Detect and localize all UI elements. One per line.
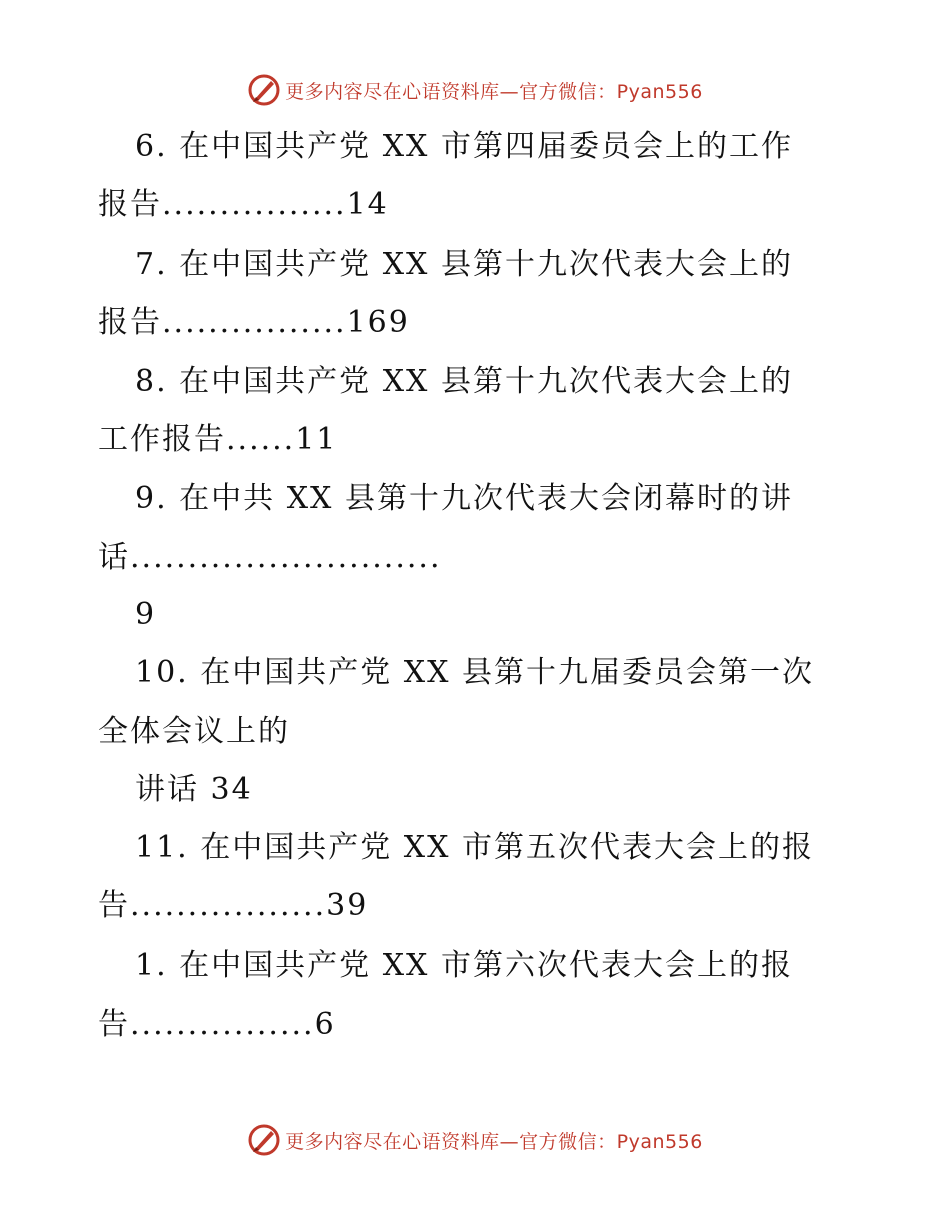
toc-entry-9-line2: 话...........................	[98, 540, 442, 575]
banner-text: 更多内容尽在心语资料库—官方微信：Pyan556	[285, 80, 703, 103]
toc-entry-9-line1: 9. 在中共 XX 县第十九次代表大会闭幕时的讲	[135, 481, 793, 516]
banner-text: 更多内容尽在心语资料库—官方微信：Pyan556	[285, 1130, 703, 1153]
toc-entry-10-line3: 讲话 34	[135, 772, 253, 807]
toc-entry-1-line2: 告................6	[98, 1007, 336, 1042]
toc-entry-11-line1: 11. 在中国共产党 XX 市第五次代表大会上的报	[135, 830, 815, 865]
toc-entry-7-line2: 报告................169	[98, 305, 410, 340]
toc-entry-6-line2: 报告................14	[98, 187, 389, 222]
toc-entry-6-line1: 6. 在中国共产党 XX 市第四届委员会上的工作	[135, 129, 793, 164]
toc-entry-9-line3: 9	[135, 597, 157, 632]
toc-entry-10-line1: 10. 在中国共产党 XX 县第十九届委员会第一次	[135, 655, 815, 690]
toc-entry-8-line1: 8. 在中国共产党 XX 县第十九次代表大会上的	[135, 364, 793, 399]
footer-banner	[0, 1120, 950, 1160]
toc-entry-11-line2: 告.................39	[98, 888, 369, 923]
quill-pen-logo-icon	[247, 73, 281, 107]
toc-entry-10-line2: 全体会议上的	[98, 714, 290, 749]
toc-entry-7-line1: 7. 在中国共产党 XX 县第十九次代表大会上的	[135, 247, 793, 282]
toc-entry-1-line1: 1. 在中国共产党 XX 市第六次代表大会上的报	[135, 948, 793, 983]
toc-entry-8-line2: 工作报告......11	[98, 422, 338, 457]
header-banner	[0, 70, 950, 110]
quill-pen-logo-icon	[247, 1123, 281, 1157]
